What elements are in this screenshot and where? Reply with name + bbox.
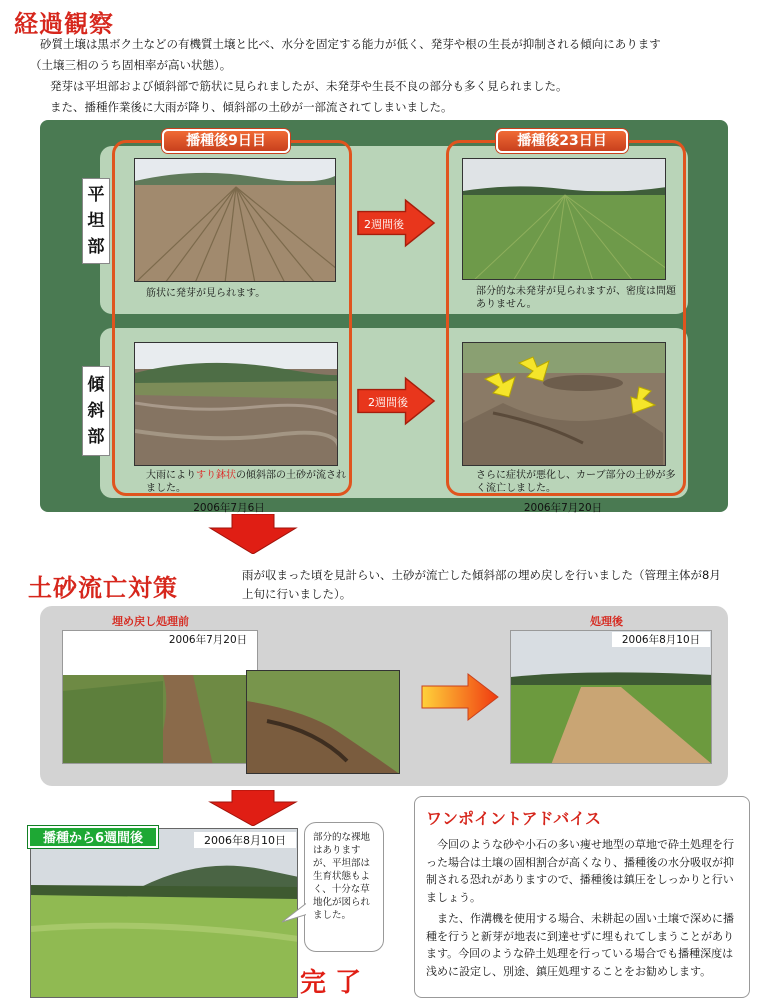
down-arrow-1: [208, 514, 298, 558]
comment-bubble: 部分的な裸地はありますが、平坦部は生育状態もよく、十分な草地化が図られました。: [304, 822, 384, 952]
day9-tag: 播種後9日目: [162, 129, 290, 153]
caption-slope-day9-part: 大雨により: [146, 470, 196, 481]
photo-flat-day9: [134, 158, 336, 282]
intro-line-4: また、播種作業後に大雨が降り、傾斜部の土砂が一部流されてしまいました。: [50, 100, 453, 114]
photo-before-2: [246, 670, 400, 774]
intro-text: [30, 34, 750, 118]
advice-paragraph-2: また、作溝機を使用する場合、未耕起の固い土壌で深めに播種を行うと新芽が地表に到達せずに埋もれてしまうことがあります。今回のような砕土処理を行っている場合でも播種深度は浅めに設定し、別途、鎮圧処理することをお勧めします。: [426, 912, 734, 978]
date-day9: 2006年7月6日: [193, 502, 265, 514]
after-label: 処理後: [590, 615, 623, 628]
caption-slope-day23: さらに症状が悪化し、カーブ部分の土砂が多く流亡しました。: [476, 470, 676, 494]
caption-flat-day23: 部分的な未発芽が見られますが、密度は問題ありません。: [476, 286, 676, 310]
photo-slope-day23: [462, 342, 666, 466]
countermeasure-text: 雨が収まった頃を見計らい、土砂が流亡した傾斜部の埋め戻しを行いました（管理主体が8月上旬に行いました）。: [242, 568, 721, 601]
section-title-observation: 経過観察: [14, 10, 114, 38]
week6-tag: 播種から6週間後: [28, 826, 158, 848]
arrow-label-slope: 2週間後: [368, 396, 408, 409]
photo-flat-day23: [462, 158, 666, 280]
caption-slope-day9-highlight: すり鉢状: [196, 470, 236, 481]
photo-week6: [30, 828, 298, 998]
before-label: 埋め戻し処理前: [112, 615, 189, 628]
row-label-flat-char: 坦: [87, 211, 105, 231]
section-title-countermeasure: 土砂流亡対策: [28, 574, 178, 602]
row-label-flat-char: 部: [87, 237, 105, 257]
intro-line-1: 砂質土壌は黒ボク土などの有機質土壌と比べ、水分を固定する能力が低く、発芽や根の生長が抑制される傾向にあります: [40, 37, 661, 51]
intro-line-2: （土壌三相のうち固相率が高い状態）。: [30, 58, 232, 72]
arrow-after: [420, 672, 500, 726]
row-label-flat-char: 平: [87, 185, 105, 205]
photo-slope-day9: [134, 342, 338, 466]
down-arrow-2: [208, 790, 298, 830]
bubble-tail: [282, 902, 308, 930]
intro-line-3: 発芽は平坦部および傾斜部で筋状に見られましたが、未発芽や生長不良の部分も多く見られました。: [50, 79, 568, 93]
photo-before-1: [62, 630, 258, 764]
advice-title: ワンポイントアドバイス: [426, 809, 602, 828]
day23-tag: 播種後23日目: [496, 129, 628, 153]
row-label-slope-char: 傾: [87, 375, 105, 395]
arrow-label-flat: 2週間後: [364, 218, 404, 231]
done-label: 完 了: [300, 968, 362, 998]
date-before: 2006年7月20日: [160, 632, 256, 647]
caption-slope-day9: [146, 469, 346, 495]
advice-paragraph-1: 今回のような砂や小石の多い痩せ地型の草地で砕土処理を行った場合は土壌の固相割合が高くなり、播種後の水分吸収が抑制される恐れがありますので、播種後は鎮圧をしっかりと行いましょう。: [426, 838, 734, 904]
caption-flat-day9: 筋状に発芽が見られます。: [146, 288, 266, 299]
date-day23: 2006年7月20日: [523, 502, 603, 514]
row-label-flat: [82, 178, 110, 264]
date-week6: 2006年8月10日: [194, 832, 296, 848]
row-label-slope: [82, 366, 110, 456]
date-after: 2006年8月10日: [612, 632, 710, 647]
caption-slope-day9-part: の傾斜部の土砂が流されました。: [146, 470, 346, 494]
photo-after: [510, 630, 712, 764]
row-label-slope-char: 斜: [87, 401, 105, 421]
row-label-slope-char: 部: [87, 427, 105, 447]
